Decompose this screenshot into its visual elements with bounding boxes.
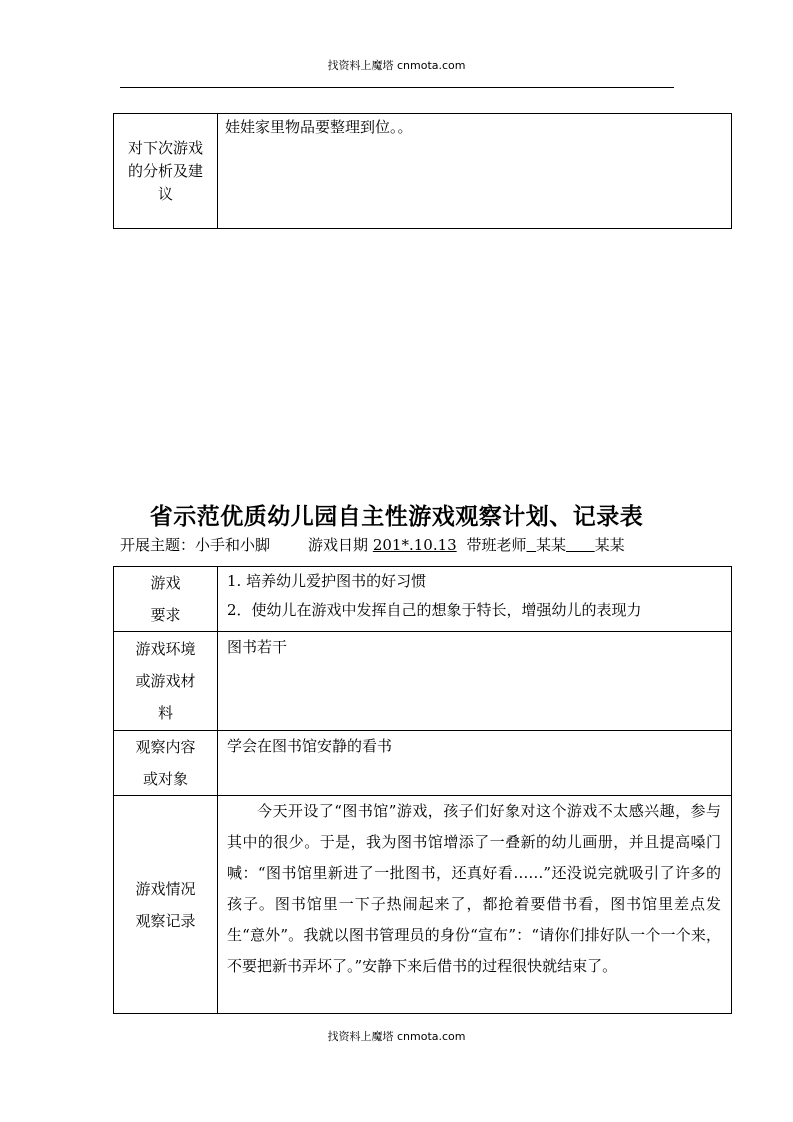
date-value: 201*.10.13 (372, 536, 457, 554)
list-item: 2．使幼儿在游戏中发挥自己的想象于特长，增强幼儿的表现力 (227, 601, 642, 619)
row-label (114, 632, 218, 731)
page-footer: 找资料上魔塔 cnmota.com (327, 1030, 466, 1043)
row-label (114, 567, 218, 632)
row-content (218, 567, 732, 632)
label-text: 游戏环境或游戏材料 (135, 640, 196, 722)
theme-label: 开展主题： (120, 536, 196, 554)
date-label: 游戏日期 (308, 536, 369, 554)
theme-value: 小手和小脚 (195, 536, 271, 554)
row-label (114, 731, 218, 796)
header-divider (120, 87, 674, 88)
teacher-value: 某某 (536, 536, 567, 554)
row-content: 今天开设了“图书馆”游戏，孩子们好象对这个游戏不太感兴趣，参与其中的很少。于是，我为图书馆增添了一叠新的幼儿画册，并且提高嗓门喊：“图书馆里新进了一批图书，还真好看……”还没说完就吸引了许多的孩子。图书馆里一下子热闹起来了，都抢着要借书看，图书馆里差点发生“意外”。我就以图书管理员的身份“宣布”：“请你们排好队一个一个来，不要把新书弄坏了。”安静下来后借书的过程很快就结束了。 (218, 796, 732, 1014)
page-header: 找资料上魔塔 cnmota.com (327, 59, 466, 72)
label-text: 对下次游戏的分析及建议 (127, 138, 203, 203)
row-label (114, 796, 218, 1014)
list-item: 1. 培养幼儿爱护图书的好习惯 (227, 572, 427, 590)
row-label (114, 114, 218, 229)
subtitle-line (120, 534, 680, 556)
table-row (114, 796, 732, 1014)
label-text: 观察内容或对象 (135, 738, 196, 788)
label-text: 游戏要求 (150, 574, 181, 624)
teacher-label: 带班老师 (466, 536, 527, 554)
teacher-value: 某某 (594, 536, 625, 554)
table-row (114, 731, 732, 796)
table-row (114, 632, 732, 731)
row-content: 图书若干 (218, 632, 732, 731)
row-content: 娃娃家里物品要整理到位。。 (218, 114, 732, 229)
table-row (114, 114, 732, 229)
label-text: 游戏情况观察记录 (135, 879, 196, 930)
previous-table (113, 113, 732, 229)
page-title: 省示范优质幼儿园自主性游戏观察计划、记录表 (149, 503, 644, 530)
record-table (113, 566, 732, 1014)
table-row (114, 567, 732, 632)
row-content: 学会在图书馆安静的看书 (218, 731, 732, 796)
